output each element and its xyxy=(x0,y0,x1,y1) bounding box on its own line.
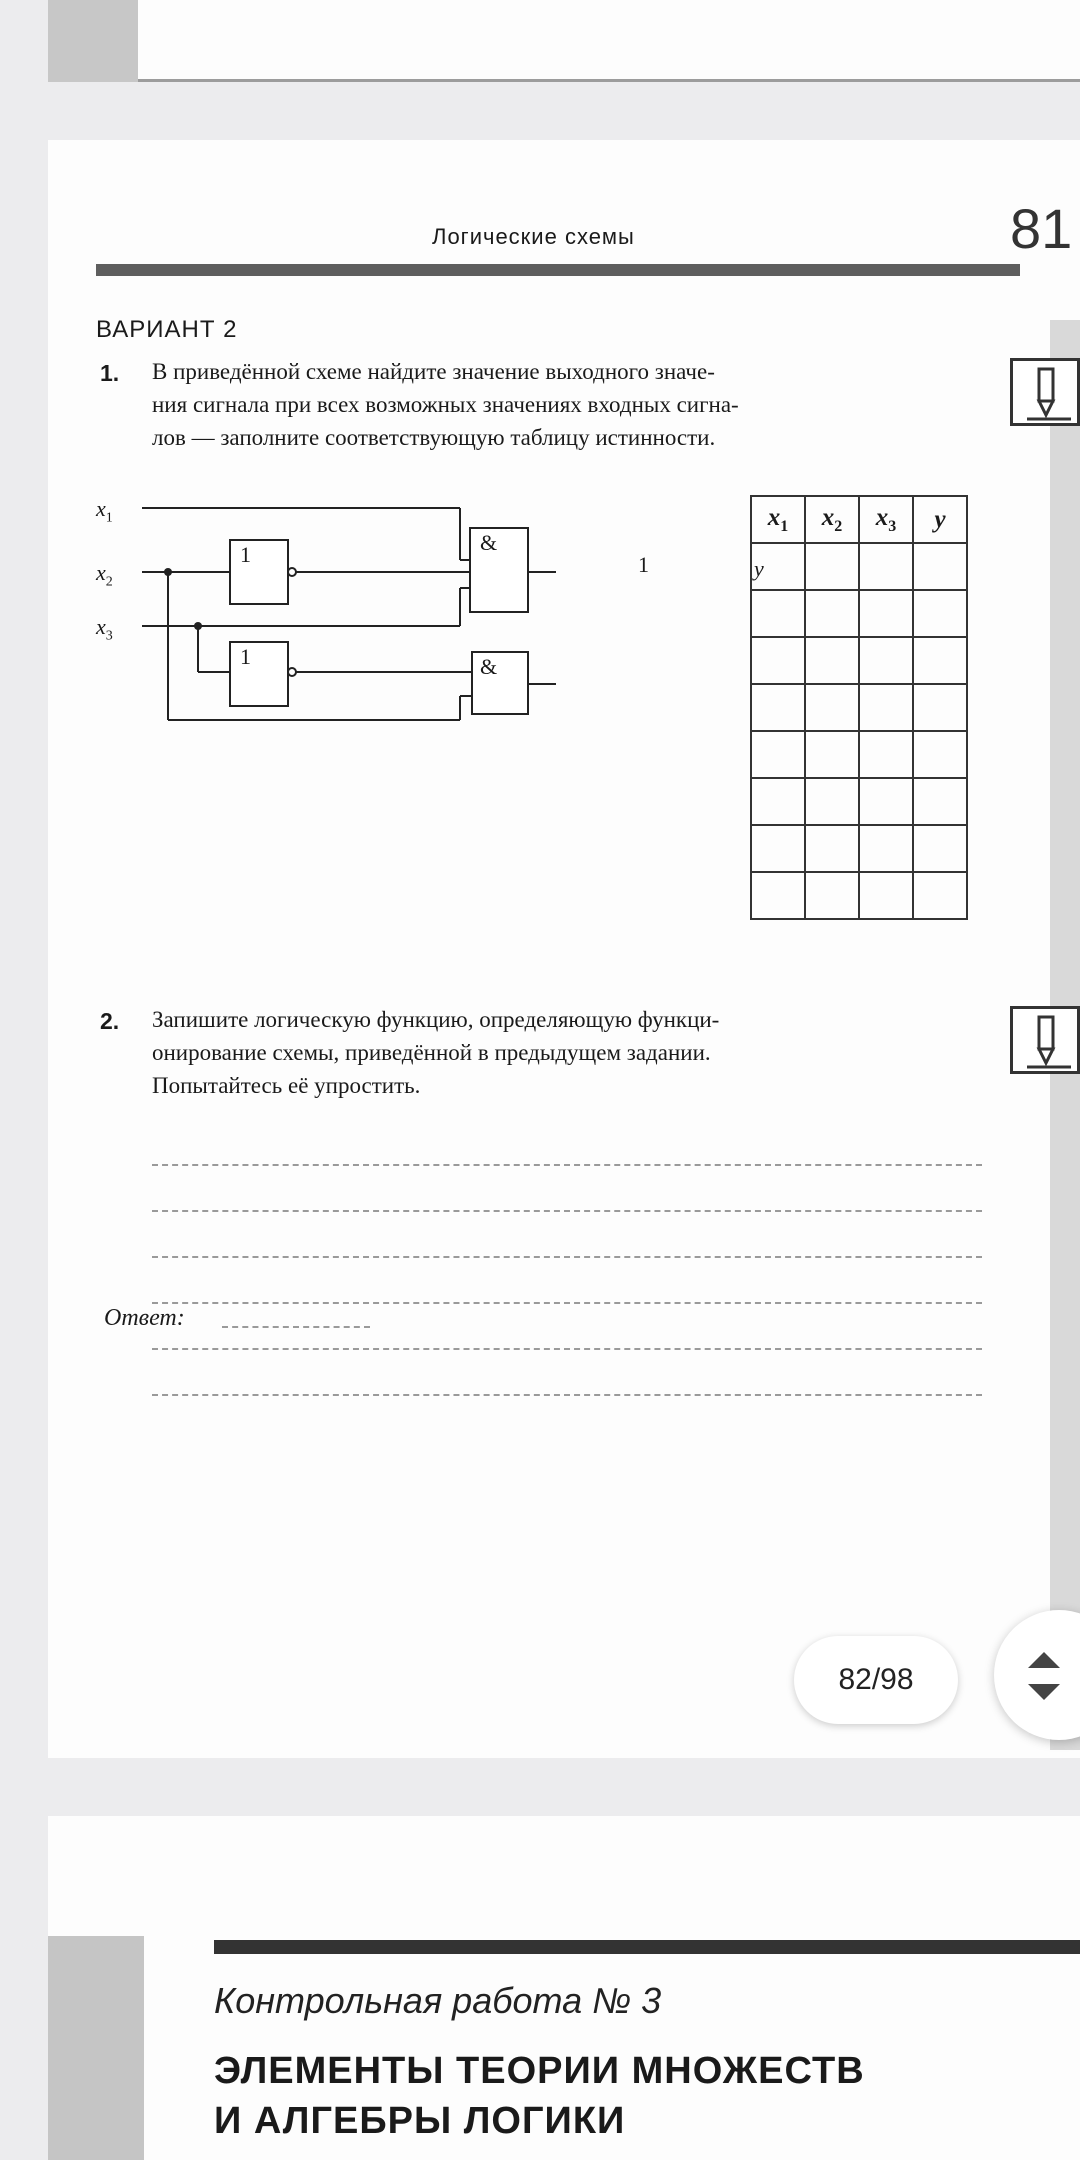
table-cell[interactable] xyxy=(805,590,859,637)
answer-label: Ответ: xyxy=(104,1305,185,1331)
table-cell[interactable] xyxy=(913,825,967,872)
table-cell[interactable] xyxy=(805,872,859,919)
running-head: Логические схемы xyxy=(432,224,635,249)
table-row xyxy=(751,543,967,590)
table-cell[interactable] xyxy=(751,684,805,731)
and-gate-label: & xyxy=(480,654,498,679)
header-x3: $x_3$ xyxy=(859,496,913,543)
table-cell[interactable] xyxy=(913,590,967,637)
table-cell[interactable] xyxy=(805,637,859,684)
answer-line[interactable] xyxy=(152,1256,982,1258)
table-cell[interactable] xyxy=(859,590,913,637)
header-bar xyxy=(96,264,1020,276)
task-2-line: онирование схемы, приведённой в предыдущем задании. xyxy=(152,1040,711,1065)
table-cell[interactable] xyxy=(913,731,967,778)
table-row xyxy=(751,684,967,731)
answer-line[interactable] xyxy=(152,1348,982,1350)
pencil-icon xyxy=(1010,358,1080,426)
table-cell[interactable] xyxy=(859,731,913,778)
table-cell[interactable] xyxy=(805,731,859,778)
not-gate-label: 1 xyxy=(240,542,251,567)
answer-line[interactable] xyxy=(152,1302,982,1304)
table-cell[interactable] xyxy=(805,825,859,872)
heading-line: И АЛГЕБРЫ ЛОГИКИ xyxy=(214,2100,626,2142)
task-1-line: лов — заполните соответствующую таблицу истинности. xyxy=(152,425,716,450)
answer-line[interactable] xyxy=(152,1210,982,1212)
variant-title: ВАРИАНТ 2 xyxy=(96,316,238,343)
table-row xyxy=(751,778,967,825)
table-row xyxy=(751,590,967,637)
table-cell[interactable] xyxy=(751,778,805,825)
table-cell[interactable] xyxy=(751,872,805,919)
task-1-line: ния сигнала при всех возможных значениях входных сигна- xyxy=(152,392,739,417)
page-number: 81 xyxy=(1010,197,1073,260)
table-cell[interactable] xyxy=(913,637,967,684)
table-cell[interactable] xyxy=(913,778,967,825)
header-y: y xyxy=(913,496,967,543)
or-gate-label: 1 xyxy=(638,552,649,577)
table-row xyxy=(751,825,967,872)
chevron-down-icon xyxy=(1028,1684,1060,1700)
page-rule xyxy=(138,79,1080,82)
task-1-text xyxy=(152,355,1020,454)
table-cell[interactable] xyxy=(913,684,967,731)
table-cell[interactable] xyxy=(805,684,859,731)
header-x2: $x_2$ xyxy=(805,496,859,543)
task-2-line: Попытайтесь её упростить. xyxy=(152,1073,421,1098)
table-cell[interactable] xyxy=(751,731,805,778)
table-cell[interactable] xyxy=(859,825,913,872)
not-gate-label: 1 xyxy=(240,644,251,669)
input-label-x3: $x_3$ xyxy=(96,614,113,644)
output-label-y: y xyxy=(754,556,764,581)
heading-line: ЭЛЕМЕНТЫ ТЕОРИИ МНОЖЕСТВ xyxy=(214,2050,865,2092)
chevron-up-icon xyxy=(1028,1652,1060,1668)
table-cell[interactable] xyxy=(913,872,967,919)
table-row xyxy=(751,731,967,778)
table-cell[interactable] xyxy=(751,543,805,590)
page-counter: 82/98 xyxy=(794,1636,958,1724)
document-page xyxy=(48,140,1080,1758)
next-page xyxy=(48,1816,1080,2160)
task-2-number: 2. xyxy=(100,1008,120,1034)
answer-line[interactable] xyxy=(152,1394,982,1396)
table-cell[interactable] xyxy=(859,543,913,590)
input-label-x1: $x_1$ xyxy=(96,496,113,526)
scan-shadow xyxy=(48,1936,144,2160)
table-cell[interactable] xyxy=(913,543,967,590)
section-subtitle: Контрольная работа № 3 xyxy=(214,1980,662,2021)
scan-shadow xyxy=(48,0,138,82)
answer-field[interactable] xyxy=(222,1326,370,1328)
task-2-line: Запишите логическую функцию, определяющую функци- xyxy=(152,1007,720,1032)
circuit-labels xyxy=(96,488,796,808)
table-cell[interactable] xyxy=(805,778,859,825)
section-heading xyxy=(214,2046,865,2146)
table-cell[interactable] xyxy=(859,684,913,731)
table-cell[interactable] xyxy=(751,825,805,872)
task-1-line: В приведённой схеме найдите значение выходного значе- xyxy=(152,359,715,384)
table-cell[interactable] xyxy=(805,543,859,590)
truth-table xyxy=(750,495,968,920)
table-cell[interactable] xyxy=(859,872,913,919)
previous-page xyxy=(48,0,1080,82)
and-gate-label: & xyxy=(480,530,498,555)
table-row xyxy=(751,872,967,919)
task-2-text xyxy=(152,1003,1020,1102)
pencil-icon xyxy=(1010,1006,1080,1074)
truth-table-header xyxy=(751,496,967,543)
table-cell[interactable] xyxy=(859,637,913,684)
table-cell[interactable] xyxy=(859,778,913,825)
input-label-x2: $x_2$ xyxy=(96,560,113,590)
table-cell[interactable] xyxy=(751,590,805,637)
table-row xyxy=(751,637,967,684)
table-cell[interactable] xyxy=(751,637,805,684)
answer-line[interactable] xyxy=(152,1164,982,1166)
header-bar xyxy=(214,1940,1080,1954)
header-x1: $x_1$ xyxy=(751,496,805,543)
task-1-number: 1. xyxy=(100,360,120,386)
